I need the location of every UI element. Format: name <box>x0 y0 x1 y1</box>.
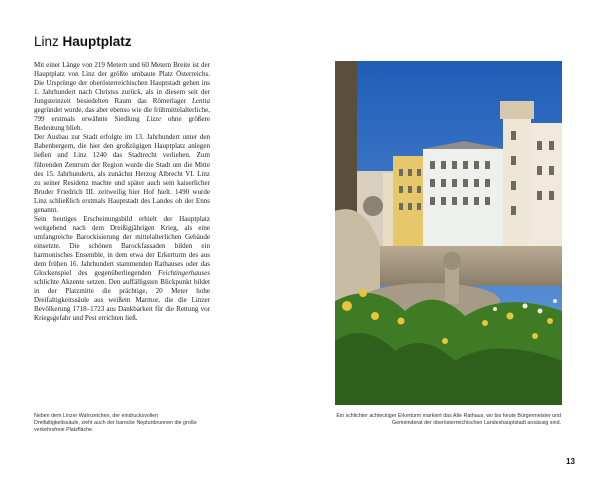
paragraph-3-text-b: schlichte Akzente setzen. Den auffälligsten Blickpunkt bildet in der Platzmitte die prächtige, 20 Meter hohe Dreifaltigkeitssäule aus weißem Marmor, die die Linzer Bevölkerung 1718–1723 aus Dankbarkeit für die Rettung vor Kriegsgefahr und Pest errichten ließ. <box>34 278 210 323</box>
paragraph-1-text-a: Mit einer Länge von 219 Metern und 60 Metern Breite ist der Hauptplatz von Linz der größte umbaute Platz Österreichs. Die Ursprünge der oberösterreichischen Hauptstadt gehen ins 1. Jahrhundert nach Christus zurück, als in diesem seit der Jungsteinzeit besiedelten Raum das Römerlager <box>34 61 210 106</box>
term-feichtingerhaus: Feichtingerhauses <box>158 269 210 278</box>
paragraph-1 <box>34 61 210 133</box>
page-number: 13 <box>566 457 575 466</box>
paragraph-3 <box>34 215 210 324</box>
term-lentia: Lentia <box>191 97 210 106</box>
term-lizze: Lizze <box>146 115 161 124</box>
title-city: Linz <box>34 34 59 49</box>
hauptplatz-photo <box>335 61 562 405</box>
caption-right: Ein schlichter achteckiger Erkerturm markiert das Alte Rathaus, wo bis heute Bürgermeister und Gemeinderat der oberösterreichischen Landeshauptstadt ansässig sind. <box>336 413 561 427</box>
title-place: Hauptplatz <box>62 34 132 49</box>
caption-left: Neben dem Linzer Wahrzeichen, der eindrucksvollen Dreifaltigkeitssäule, zieht auch der barocke Neptunbrunnen die große verkehrsfreie Platzfläche. <box>34 413 197 434</box>
paragraph-1-text-b: gegründet wurde, das aber ebenso wie die frühmittelalterliche, 799 erstmals erwähnte Siedlung <box>34 106 210 124</box>
paragraph-2: Der Ausbau zur Stadt erfolgte im 13. Jahrhundert unter den Babenbergern, die hier den großzügigen Hauptplatz anlegen ließen und Linz 1240 das Stadtrecht verliehen. Zum führenden Zentrum der Region wurde die Stadt um die Mitte des 15. Jahrhunderts, als zunächst Herzog Albrecht VI. Linz zu seiner Residenz machte und später auch sein kaiserlicher Bruder Friedrich III. zeitweilig hier Hof hielt. 1490 wurde Linz schließlich erstmals Hauptstadt des Landes ob der Enns genannt. <box>34 133 210 214</box>
article-body <box>34 61 210 323</box>
paragraph-1-text-c: ohne größere Bedeutung blieb. <box>34 115 210 133</box>
paragraph-3-text-a: Sein heutiges Erscheinungsbild erhielt der Hauptplatz weitgehend nach dem Dreißigjährigen Krieg, als eine umfangreiche Barockisierung der mittelalterlichen Gebäude einsetzte. Die schönen Barockfassaden bilden ein harmonisches Ensemble, in dem etwa der Erkerturm des aus dem frühen 16. Jahrhundert stammenden Rathauses oder das Glockenspiel des gegenüberliegenden <box>34 214 210 278</box>
page-title <box>34 34 132 49</box>
